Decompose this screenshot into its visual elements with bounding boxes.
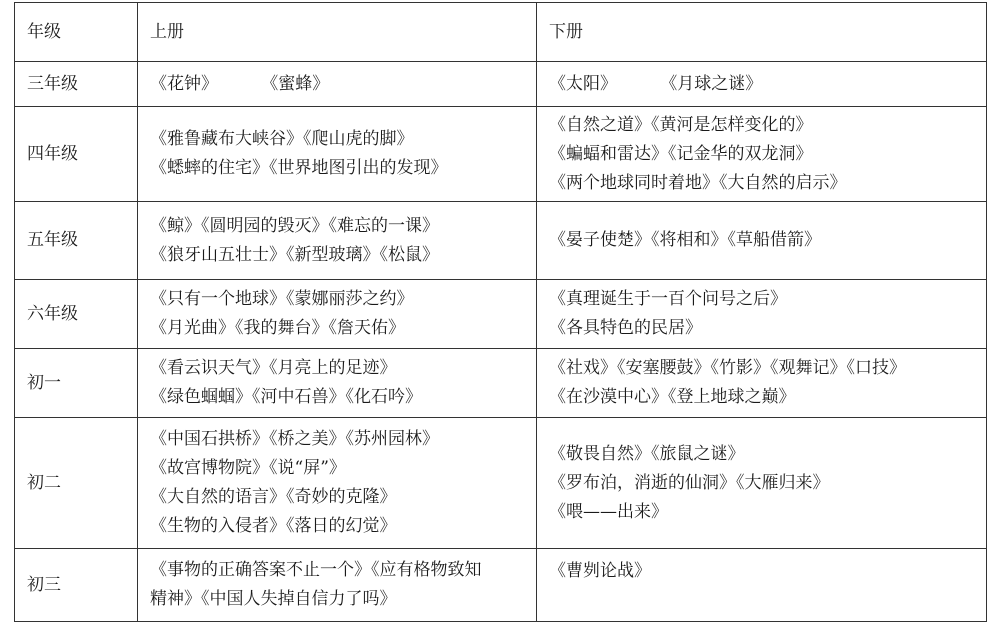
upper-line: 《看云识天气》《月亮上的足迹》: [150, 358, 397, 378]
lower-line: 《曹刿论战》: [549, 561, 651, 581]
lower-line: 《太阳》 《月球之谜》: [549, 73, 763, 94]
upper-line: 《绿色蝈蝈》《河中石兽》《化石吟》: [150, 387, 422, 407]
grade-cell: 初一: [15, 349, 138, 418]
grade-cell: 六年级: [15, 280, 138, 349]
upper-line: 《只有一个地球》《蒙娜丽莎之约》: [150, 289, 414, 309]
textbook-table-container: [14, 2, 986, 622]
upper-line: 《雅鲁藏布大峡谷》《爬山虎的脚》: [150, 129, 414, 149]
lower-cell: [537, 107, 987, 202]
upper-line: 《中国石拱桥》《桥之美》《苏州园林》: [150, 429, 439, 449]
lower-line: 《自然之道》《黄河是怎样变化的》: [549, 114, 813, 135]
grade-cell: 初三: [15, 549, 138, 622]
grade-cell: 初二: [15, 418, 138, 549]
upper-line: 《花钟》 《蜜蜂》: [150, 73, 330, 94]
upper-cell: [138, 202, 537, 280]
table-row: [15, 418, 987, 549]
upper-line: 《蟋蟀的住宅》《世界地图引出的发现》: [150, 158, 448, 178]
lower-line: 《两个地球同时着地》《大自然的启示》: [549, 172, 847, 193]
header-lower: 下册: [537, 3, 987, 62]
upper-line: 精神》《中国人失掉自信力了吗》: [150, 589, 397, 609]
lower-line: 《在沙漠中心》《登上地球之巅》: [549, 387, 796, 407]
lower-line: 《真理诞生于一百个问号之后》: [549, 289, 787, 309]
table-row: [15, 280, 987, 349]
lower-line: 《敬畏自然》《旅鼠之谜》: [549, 443, 745, 464]
header-grade: 年级: [15, 3, 138, 62]
upper-line: 《生物的入侵者》《落日的幻觉》: [150, 516, 397, 536]
upper-cell: [138, 280, 537, 349]
header-upper: 上册: [138, 3, 537, 62]
lower-cell: [537, 202, 987, 280]
grade-cell: 四年级: [15, 107, 138, 202]
lower-line: 《社戏》《安塞腰鼓》《竹影》《观舞记》《口技》: [549, 358, 906, 378]
upper-cell: [138, 418, 537, 549]
lower-line: 《罗布泊，消逝的仙洞》《大雁归来》: [549, 472, 830, 493]
lower-line: 《各具特色的民居》: [549, 318, 702, 338]
upper-line: 《鲸》《圆明园的毁灭》《难忘的一课》: [150, 215, 439, 236]
grade-cell: 三年级: [15, 62, 138, 107]
lower-line: 《蝙蝠和雷达》《记金华的双龙洞》: [549, 143, 813, 164]
table-row: [15, 202, 987, 280]
upper-cell: [138, 349, 537, 418]
table-row: [15, 549, 987, 622]
upper-line: 《狼牙山五壮士》《新型玻璃》《松鼠》: [150, 244, 439, 265]
header-row: [15, 3, 987, 62]
upper-line: 《事物的正确答案不止一个》《应有格物致知: [150, 560, 482, 580]
upper-cell: [138, 549, 537, 622]
lower-cell: [537, 62, 987, 107]
lower-line: 《喂——出来》: [549, 501, 668, 522]
lower-cell: [537, 418, 987, 549]
upper-cell: [138, 62, 537, 107]
upper-line: 《月光曲》《我的舞台》《詹天佑》: [150, 318, 405, 338]
grade-cell: 五年级: [15, 202, 138, 280]
table-row: [15, 349, 987, 418]
table-row: [15, 107, 987, 202]
upper-cell: [138, 107, 537, 202]
textbook-table: [14, 2, 987, 622]
upper-line: 《大自然的语言》《奇妙的克隆》: [150, 487, 397, 507]
lower-cell: [537, 349, 987, 418]
lower-cell: [537, 280, 987, 349]
lower-line: 《晏子使楚》《将相和》《草船借箭》: [549, 230, 821, 250]
lower-cell: [537, 549, 987, 622]
table-row: [15, 62, 987, 107]
upper-line: 《故宫博物院》《说“屏”》: [150, 458, 346, 478]
